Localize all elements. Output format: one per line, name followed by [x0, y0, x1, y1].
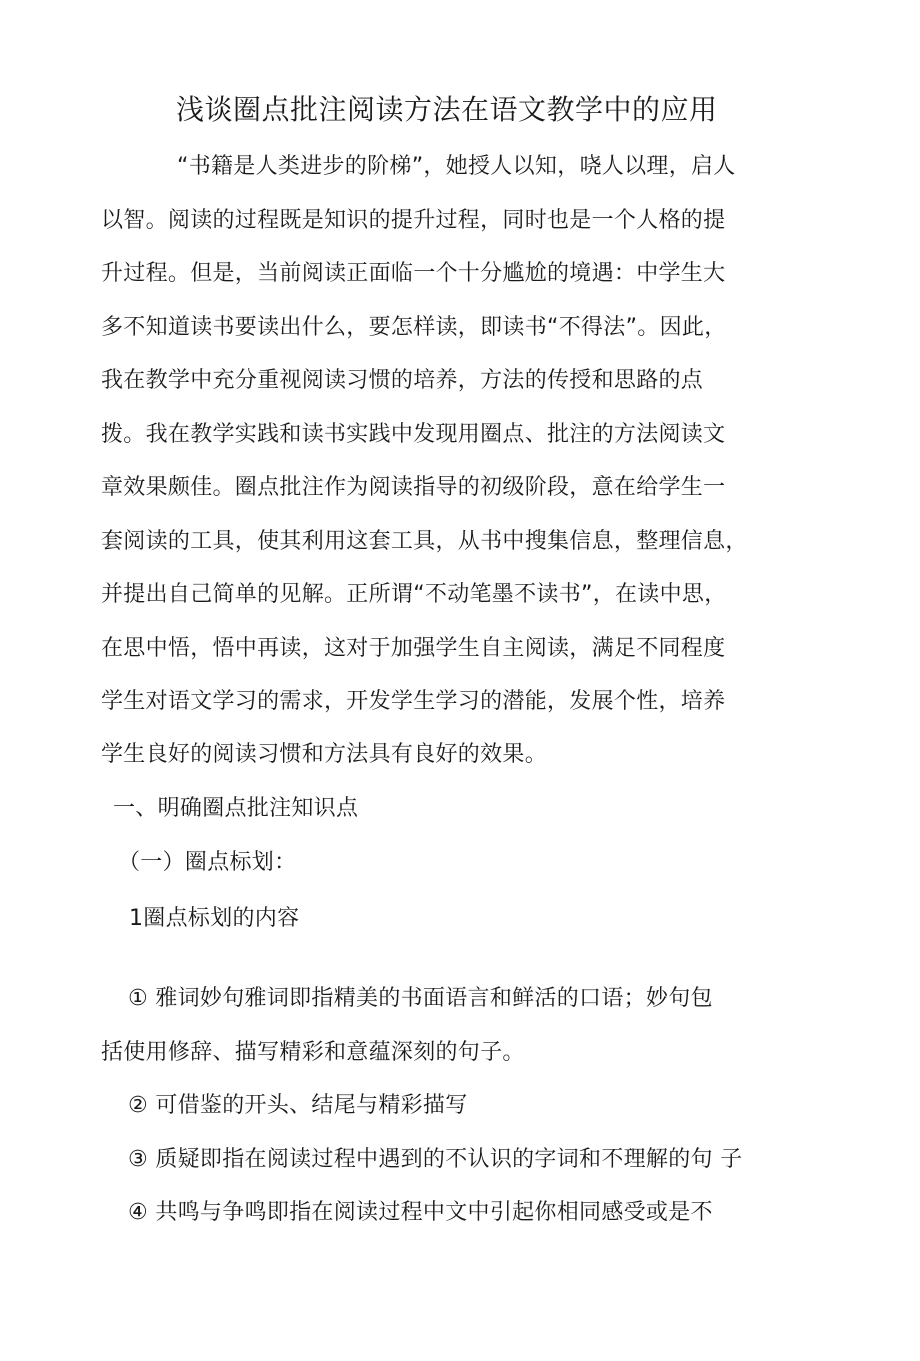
intro-line-5: 我在教学中充分重视阅读习惯的培养，方法的传授和思路的点 [101, 368, 704, 393]
intro-line-12: 学生良好的阅读习惯和方法具有良好的效果。 [101, 742, 548, 767]
intro-line-6: 拨。我在教学实践和读书实践中发现用圈点、批注的方法阅读文 [101, 422, 726, 447]
intro-line-2: 以智。阅读的过程既是知识的提升过程，同时也是一个人格的提 [101, 208, 726, 233]
intro-line-11: 学生对语文学习的需求，开发学生学习的潜能，发展个性，培养 [101, 689, 726, 714]
item-line-4: ③ 质疑即指在阅读过程中遇到的不认识的字词和不理解的句 子 [128, 1147, 743, 1172]
item-line-3: ② 可借鉴的开头、结尾与精彩描写 [128, 1093, 468, 1118]
item-heading: 1圈点标划的内容 [129, 906, 300, 931]
intro-line-10: 在思中悟，悟中再读，这对于加强学生自主阅读，满足不同程度 [101, 636, 726, 661]
intro-line-7: 章效果颇佳。圈点批注作为阅读指导的初级阶段，意在给学生一 [101, 475, 726, 500]
intro-line-1: “书籍是人类进步的阶梯”，她授人以知，哓人以理，启人 [177, 154, 736, 179]
item-line-5: ④ 共鸣与争鸣即指在阅读过程中文中引起你相同感受或是不 [128, 1200, 713, 1225]
item-line-2: 括使用修辞、描写精彩和意蕴深刻的句子。 [101, 1040, 525, 1065]
intro-line-4: 多不知道读书要读出什么，要怎样读，即读书“不得法”。因此， [101, 315, 727, 340]
item-line-1: ① 雅词妙句雅词即指精美的书面语言和鲜活的口语；妙句包 [128, 986, 713, 1011]
intro-line-9: 并提出自己简单的见解。正所谓“不动笔墨不读书”，在读中思， [101, 582, 727, 607]
intro-line-3: 升过程。但是，当前阅读正面临一个十分尴尬的境遇：中学生大 [101, 261, 726, 286]
section-heading: 一、明确圈点批注知识点 [113, 796, 359, 821]
subsection-heading: （一）圈点标划： [118, 850, 297, 875]
intro-line-8: 套阅读的工具，使其利用这套工具，从书中搜集信息，整理信息， [101, 529, 748, 554]
document-title: 浅谈圈点批注阅读方法在语文教学中的应用 [176, 93, 718, 126]
